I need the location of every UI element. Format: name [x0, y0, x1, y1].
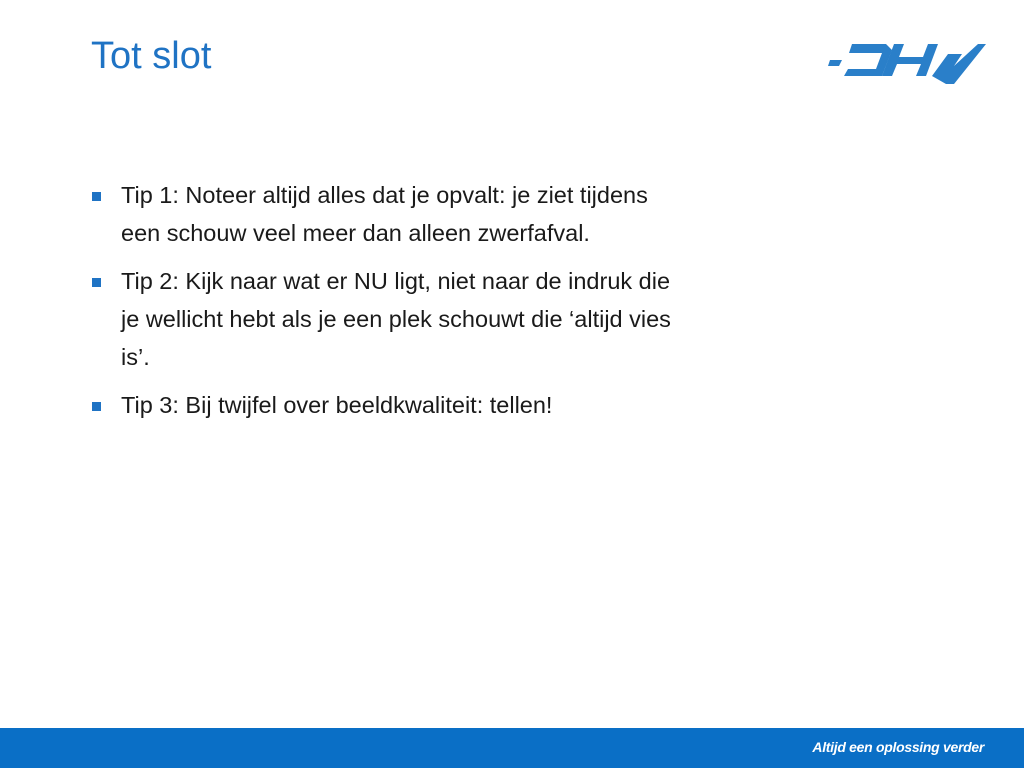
- bullet-item-tip-3: [91, 386, 691, 424]
- dhv-logo: [828, 40, 986, 88]
- bullet-text: Tip 1: Noteer altijd alles dat je opvalt: je ziet tijdens een schouw veel meer dan alleen zwerfafval.: [121, 182, 648, 246]
- square-bullet-icon: [92, 402, 101, 411]
- bullet-list: [91, 176, 691, 434]
- square-bullet-icon: [92, 192, 101, 201]
- bullet-item-tip-2: [91, 262, 691, 376]
- footer-bar: [0, 728, 1024, 768]
- footer-slogan: Altijd een oplossing verder: [812, 739, 984, 755]
- bullet-text: Tip 2: Kijk naar wat er NU ligt, niet naar de indruk die je wellicht hebt als je een plek schouwt die ‘altijd vies is’.: [121, 268, 671, 370]
- bullet-text: Tip 3: Bij twijfel over beeldkwaliteit: tellen!: [121, 392, 553, 418]
- bullet-item-tip-1: [91, 176, 691, 252]
- slide-title: Tot slot: [91, 35, 212, 77]
- square-bullet-icon: [92, 278, 101, 287]
